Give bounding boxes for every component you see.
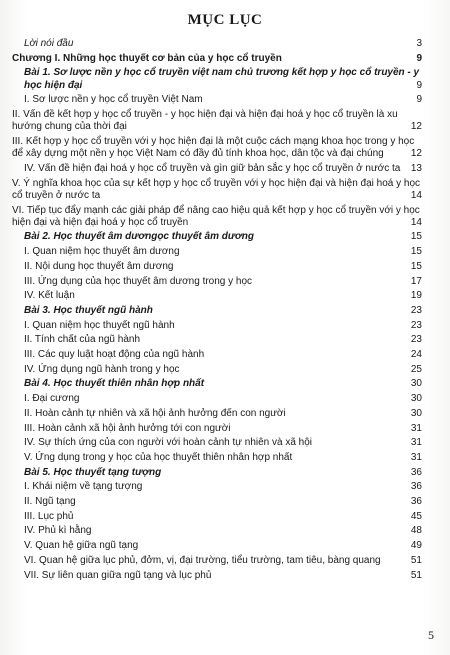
toc-entry-page: 15: [410, 246, 422, 258]
toc-entry-page: 30: [410, 393, 422, 405]
toc-entry-page: 15: [410, 231, 422, 243]
toc-entry: [12, 437, 422, 449]
toc-entry: [12, 94, 422, 106]
toc-entry-page: 14: [410, 216, 422, 228]
toc-entry-page: 13: [410, 162, 422, 174]
toc-entry: [12, 163, 422, 175]
toc-entry: [12, 555, 422, 567]
toc-entry: [12, 178, 422, 202]
toc-entry: [12, 570, 422, 582]
toc-entry-page: 30: [410, 378, 422, 390]
toc-entry-title: II. Vấn đề kết hợp y học cổ truyền - y học hiện đại và hiện đại hoá y học cổ truyền là xu hướng chung của thời đại: [12, 109, 398, 133]
toc-entry: [12, 378, 422, 390]
toc-entry: [12, 481, 422, 493]
toc-entry: [12, 467, 422, 479]
toc-entry: [12, 109, 422, 133]
toc-entry-title: Bài 1. Sơ lược nền y học cổ truyền việt nam chủ trương kết hợp y học cổ truyền - y học hiện đại: [24, 67, 420, 91]
toc-entry-page: 23: [410, 334, 422, 346]
toc-entry-title: III. Kết hợp y học cổ truyền với y học hiện đại là một cuộc cách mạng khoa học trong y học để xây dựng một nền y học Việt Nam có đầy đủ tính khoa học, dân tộc và đại chúng: [12, 135, 415, 160]
toc-entry-title: I. Đại cương: [24, 393, 80, 405]
toc-entry-page: 14: [410, 189, 422, 201]
toc-entry: [12, 511, 422, 523]
toc-entry: [12, 334, 422, 346]
toc-entry-title: III. Lục phủ: [24, 510, 74, 522]
toc-entry: [12, 136, 422, 160]
toc-entry-title: Bài 5. Học thuyết tạng tượng: [24, 466, 162, 478]
toc-entry: [12, 305, 422, 317]
toc-entry-title: I. Sơ lược nền y học cổ truyền Việt Nam: [24, 94, 203, 106]
table-of-contents: [12, 38, 422, 584]
toc-entry-title: IV. Kết luận: [24, 290, 75, 302]
toc-entry-title: Lời nói đầu: [24, 38, 74, 49]
toc-entry-title: II. Ngũ tạng: [24, 496, 76, 508]
toc-entry: [12, 452, 422, 464]
toc-entry-title: I. Quan niệm học thuyết ngũ hành: [24, 319, 175, 331]
toc-entry-page: 36: [410, 466, 422, 478]
toc-entry: [12, 496, 422, 508]
toc-entry-page: 12: [410, 148, 422, 160]
toc-entry-title: VI. Tiếp tục đẩy mạnh các giải pháp để nâng cao hiệu quả kết hợp y học cổ truyền với y học hiện đại và hiện đại hoá y học cổ truyền: [12, 204, 420, 228]
toc-entry-title: I. Khái niệm về tạng tượng: [24, 481, 143, 493]
page-number: 5: [428, 628, 434, 642]
toc-entry-page: 19: [410, 290, 422, 302]
toc-entry-page: 30: [410, 407, 422, 419]
toc-entry-title: V. Quan hệ giữa ngũ tạng: [24, 540, 139, 552]
toc-entry-title: Bài 2. Học thuyết âm dươngọc thuyết âm dương: [24, 231, 254, 243]
toc-entry-title: IV. Ứng dụng ngũ hành trong y học: [24, 363, 180, 375]
toc-entry: [12, 67, 422, 91]
toc-entry-title: IV. Sự thích ứng của con người với hoàn cảnh tự nhiên và xã hội: [24, 437, 313, 449]
toc-entry-title: III. Ứng dụng của học thuyết âm dương trong y học: [24, 275, 253, 287]
toc-entry-page: 24: [410, 349, 422, 361]
toc-entry-page: 31: [410, 451, 422, 463]
toc-entry-title: II. Nội dung học thuyết âm dương: [24, 260, 174, 272]
toc-entry-title: III. Hoàn cảnh xã hội ảnh hưởng tới con người: [24, 422, 231, 434]
toc-entry-title: IV. Vấn đề hiện đại hoá y học cổ truyền và gìn giữ bản sắc y học cổ truyền ở nước ta: [24, 162, 401, 174]
toc-entry: [12, 246, 422, 258]
toc-entry-title: VI. Quan hệ giữa lục phủ, đởm, vị, đại trường, tiểu trường, tam tiêu, bàng quang: [24, 554, 381, 566]
toc-entry: [12, 540, 422, 552]
toc-entry: [12, 53, 422, 65]
page-title: MỤC LỤC: [187, 12, 263, 28]
toc-entry-page: 23: [410, 319, 422, 331]
toc-entry: [12, 38, 422, 50]
toc-entry-page: 25: [410, 363, 422, 375]
toc-entry-page: 31: [410, 422, 422, 434]
toc-entry-page: 9: [416, 52, 422, 64]
toc-entry-title: IV. Phủ kì hằng: [24, 525, 92, 537]
toc-entry-page: 31: [410, 437, 422, 449]
toc-entry-page: 15: [410, 260, 422, 272]
toc-entry-page: 12: [410, 121, 422, 133]
toc-entry-page: 23: [410, 304, 422, 316]
toc-entry-title: V. Ý nghĩa khoa học của sự kết hợp y học cổ truyền với y học hiện đại và hiện đại hoá y học cổ truyền ở nước ta: [12, 177, 421, 201]
toc-entry: [12, 349, 422, 361]
toc-entry: [12, 525, 422, 537]
toc-entry-page: 51: [410, 569, 422, 581]
toc-entry-title: Chương I. Những học thuyết cơ bản của y học cổ truyền: [12, 52, 282, 64]
toc-entry: [12, 276, 422, 288]
toc-entry-page: 36: [410, 496, 422, 508]
toc-entry-page: 9: [416, 94, 422, 106]
toc-entry-page: 49: [410, 540, 422, 552]
toc-entry-page: 45: [410, 510, 422, 522]
toc-entry-title: II. Hoàn cảnh tự nhiên và xã hội ảnh hưởng đến con người: [24, 407, 286, 419]
toc-entry-page: 17: [410, 275, 422, 287]
toc-entry-page: 51: [410, 554, 422, 566]
toc-entry: [12, 423, 422, 435]
toc-entry-title: III. Các quy luật hoạt động của ngũ hành: [24, 349, 205, 361]
toc-entry-title: VII. Sự liên quan giữa ngũ tạng và lục phủ: [24, 569, 212, 581]
toc-entry-title: I. Quan niệm học thuyết âm dương: [24, 246, 180, 258]
toc-entry: [12, 261, 422, 273]
toc-entry-page: 9: [416, 79, 422, 91]
toc-entry-title: II. Tính chất của ngũ hành: [24, 334, 141, 346]
toc-entry: [12, 205, 422, 229]
toc-entry: [12, 408, 422, 420]
toc-entry: [12, 364, 422, 376]
toc-entry-title: V. Ứng dụng trong y học của học thuyết thiên nhân hợp nhất: [24, 451, 293, 463]
toc-entry: [12, 393, 422, 405]
toc-entry-title: Bài 4. Học thuyết thiên nhân hợp nhất: [24, 378, 205, 390]
toc-entry: [12, 231, 422, 243]
toc-entry-page: 36: [410, 481, 422, 493]
toc-entry: [12, 290, 422, 302]
toc-entry-page: 3: [416, 38, 422, 49]
toc-entry-page: 48: [410, 525, 422, 537]
toc-entry-title: Bài 3. Học thuyết ngũ hành: [24, 304, 153, 316]
toc-entry: [12, 320, 422, 332]
